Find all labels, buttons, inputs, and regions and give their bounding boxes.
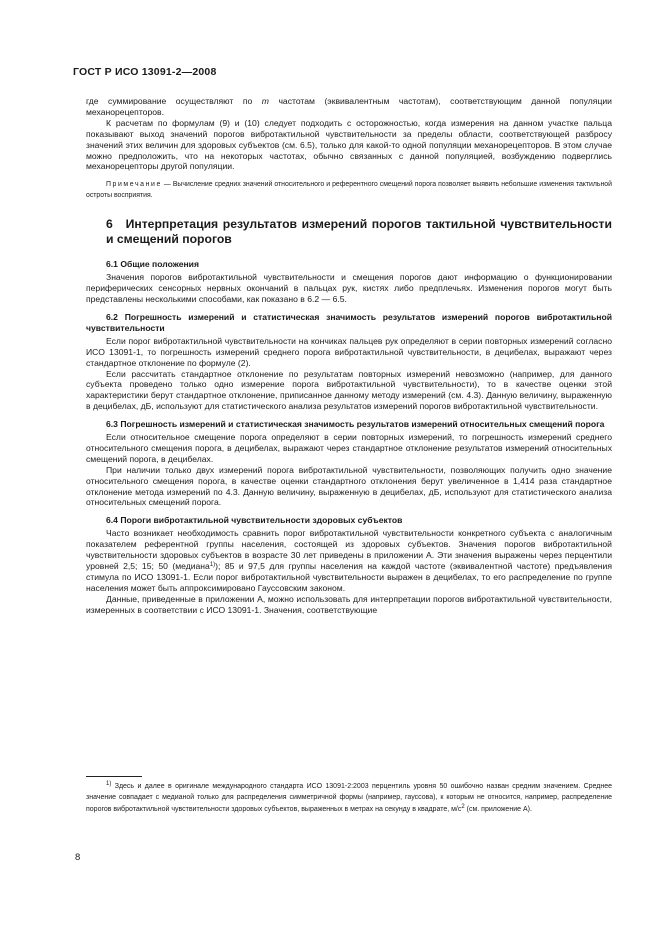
- s6-2-paragraph-1: Если порог вибротактильной чувствительности на кончиках пальцев рук определяют в серии повторных измерений согласно ИСО 13091-1, то погрешность измерений среднего порога вибротактильной чувствительности, в децибелах, выражают через стандартное отклонение по формуле (2).: [86, 335, 612, 368]
- intro-paragraph-2: К расчетам по формулам (9) и (10) следует подходить с осторожностью, когда измерения на данном участке пальца показывают выход значений порогов вибротактильной чувствительности за пределы области, соответствующей разбросу значений этих величин для здоровых субъектов (см. 6.5), только для какой-то одной популяции механорецепторов. В этом случае можно предположить, что на некоторых частотах, обычно связанных с данной популяцией, возбуждению подверглись механорецепторы другой популяции.: [86, 117, 612, 172]
- document-header: ГОСТ Р ИСО 13091-2—2008: [73, 66, 217, 78]
- s6-4-p1-part-a: Часто возникает необходимость сравнить порог вибротактильной чувствительности конкретного субъекта с аналогичным показателем референтной группы населения, состоящей из здоровых субъектов. Значения порогов вибротактильной чувствительности здоровых субъектов в возрасте 30 лет приведены в приложении А. Эти значения выражены через перцентили уровней 2,5; 15; 50 (медиана: [86, 528, 612, 571]
- s6-2-paragraph-2: Если рассчитать стандартное отклонение по результатам повторных измерений невозможно (например, для данного субъекта проведено только одно измерение порога вибротактильной чувствительности), то в качестве оценки этой характеристики берут стандартное отклонение, приписанное данному методу измерений (см. 4.3). Данную величину, выраженную в децибелах, дБ, используют для статистического анализа результатов измерений порогов вибротактильной чувствительности.: [86, 368, 612, 412]
- section-6-number: 6: [106, 217, 113, 232]
- s6-1-paragraph-1: Значения порогов вибротактильной чувствительности и смещения порогов дают информацию о функционировании периферических сенсорных нервных окончаний в пальцах рук, кистях либо предплечьях. Изменения порогов могут быть представлены несколькими способами, как показано в 6.2 — 6.5.: [86, 272, 612, 305]
- subsection-6-3-heading: 6.3 Погрешность измерений и статистическая значимость результатов измерений относительных смещений порога: [106, 419, 605, 430]
- footnote-ref[interactable]: 1): [209, 562, 216, 568]
- footnote-superscript: 2: [461, 803, 465, 810]
- section-6-title-text: Интерпретация результатов измерений порогов тактильной чувствительности и смещений порогов: [106, 217, 612, 247]
- footnote-divider: [86, 776, 142, 777]
- subsection-6-1-heading: 6.1 Общие положения: [106, 259, 199, 270]
- s6-4-p1-part-b: ); 85 и 97,5 для группы населения на каждой частоте (эквивалентной частоте) предъявления стимула по ИСО 13091-1. Если порог вибротактильной чувствительности выражен в децибелах, то его распределение по группе населения может быть аппроксимировано Гауссовским законом.: [86, 561, 612, 593]
- footnote-text-a: Здесь и далее в оригинале международного стандарта ИСО 13091-2:2003 перцентиль уровня 50 ошибочно назван средним значением. Среднее значение совпадает с медианой только для распределения симметричной формы (например, гауссова), к которым не относится, например, распределение порогов вибротактильной чувствительности здоровых субъектов, выраженных в метрах на секунду в квадрате, м/с: [86, 783, 612, 813]
- variable-m: m: [261, 96, 269, 106]
- s6-3-paragraph-2: При наличии только двух измерений порога вибротактильной чувствительности, позволяющих получить одно значение относительного смещения порога, в качестве оценки стандартного отклонения берут увеличенное в 1,414 раза стандартное отклонение метода измерений по 4.3. Данную величину, выраженную в децибелах, дБ, используют для статистического анализа относительных смещений порога.: [86, 464, 612, 508]
- note-label: Примечание: [106, 181, 162, 189]
- s6-3-paragraph-1: Если относительное смещение порога определяют в серии повторных измерений, то погрешность измерений среднего относительного смещения порога, в децибелах, выражают через стандартное отклонение результатов измерений относительных смещений порога, в децибелах.: [86, 432, 612, 464]
- section-6-title: [106, 217, 612, 247]
- subsection-6-4-heading: 6.4 Пороги вибротактильной чувствительности здоровых субъектов: [106, 515, 403, 526]
- main-text: [86, 96, 612, 616]
- s6-4-paragraph-1: [86, 528, 612, 593]
- footnote-marker: 1): [106, 781, 112, 787]
- note: [86, 180, 612, 201]
- s6-4-paragraph-2: Данные, приведенные в приложении А, можно использовать для интерпретации порогов вибротактильной чувствительности, измеренных в соответствии с ИСО 13091-1. Значения, соответствующие: [86, 593, 612, 615]
- footnote-text-b: (см. приложение А).: [464, 805, 532, 813]
- note-text: — Вычисление средних значений относительного и референтного смещений порога позволяет выявить небольшие изменения тактильной остроты восприятия.: [86, 181, 612, 199]
- intro-paragraph-1: где суммирование осуществляют по m частотам (эквивалентным частотам), соответствующим данной популяции механорецепторов.: [86, 96, 612, 117]
- page-number: 8: [75, 852, 81, 863]
- footnote-text: [86, 781, 612, 815]
- footnote: [86, 781, 612, 815]
- subsection-6-2-heading: 6.2 Погрешность измерений и статистическая значимость результатов измерений порогов вибротактильной чувствительности: [86, 311, 612, 333]
